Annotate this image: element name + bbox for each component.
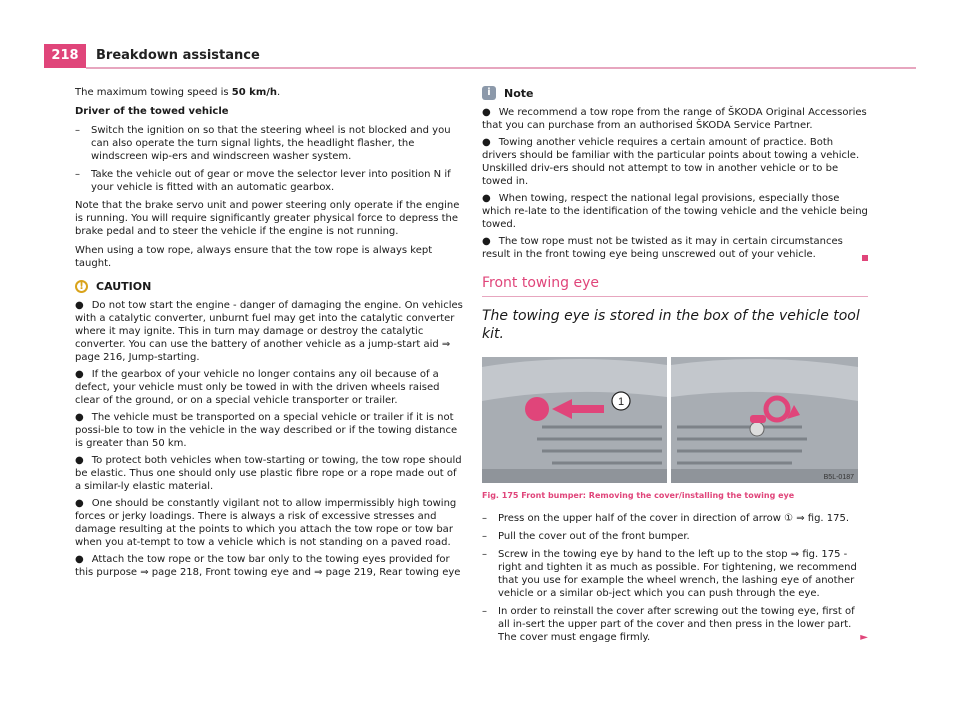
header-rule — [86, 67, 916, 69]
step-item: – Pull the cover out of the front bumper. — [482, 531, 690, 542]
tow-rope-paragraph: When using a tow rope, always ensure that the tow rope is always kept taught. — [75, 245, 433, 269]
figure-marker-1: 1 — [617, 396, 625, 408]
caution-bullet: ● One should be constantly vigilant not to allow impermissibly high towing forces or jerky loadings. There is always a risk of excessive stresses and damage resulting at the points to which you attach the tow rope or tow bar when you at-tempt to tow a vehicle which is not standing on a paved road. — [75, 498, 457, 548]
step-item: – Take the vehicle out of gear or move the selector lever into position N if your vehicle is fitted with an automatic gearbox. — [75, 169, 451, 193]
note-header — [482, 86, 868, 100]
caution-label: CAUTION — [96, 280, 152, 293]
section-end-marker — [862, 255, 868, 261]
caution-bullet: ● Attach the tow rope or the tow bar only to the towing eyes provided for this purpose ⇒ page 218, Front towing eye and ⇒ page 219, Rear towing eye — [75, 554, 461, 578]
info-icon: i — [482, 86, 496, 100]
towed-driver-heading: Driver of the towed vehicle — [75, 106, 229, 117]
figure-code: B5L-0187 — [823, 474, 854, 481]
figure-caption: Fig. 175 Front bumper: Removing the cover/installing the towing eye — [482, 491, 795, 500]
section-intro: The towing eye is stored in the box of the vehicle tool kit. — [482, 308, 860, 342]
caution-bullet: ● If the gearbox of your vehicle no longer contains any oil because of a defect, your vehicle must only be towed in with the driven wheels raised clear of the ground, or on a special vehicle transporter or trailer. — [75, 369, 440, 406]
section-rule — [482, 296, 868, 297]
towing-speed-text: The maximum towing speed is 50 km/h. — [75, 87, 281, 98]
left-column — [75, 86, 463, 583]
caution-icon: ! — [75, 280, 88, 293]
caution-bullet: ● To protect both vehicles when tow-starting or towing, the tow rope should be elastic. Thus one should only use plastic fibre rope or a rope made out of a similar-ly elastic material. — [75, 455, 462, 492]
figure-175 — [482, 357, 858, 483]
brake-servo-paragraph: Note that the brake servo unit and power steering only operate if the engine is running. You will require significantly greater physical force to depress the brake pedal and to steer the vehicle if the engine is not running. — [75, 200, 460, 237]
step-item: – In order to reinstall the cover after screwing out the towing eye, first of all in-sert the upper part of the cover and then press in the lower part. The cover must engage firmly. ► — [482, 606, 868, 643]
note-bullet: ● The tow rope must not be twisted as it may in certain circumstances result in the front towing eye being unscrewed out of your vehicle. — [482, 236, 843, 260]
note-bullet: ● Towing another vehicle requires a certain amount of practice. Both drivers should be familiar with the particular points about towing a vehicle. Unskilled driv-ers should not attempt to tow in another vehicle or to be towed in. — [482, 137, 860, 187]
note-label: Note — [504, 86, 534, 100]
step-item: – Switch the ignition on so that the steering wheel is not blocked and you can also operate the turn signal lights, the headlight flasher, the windscreen wip-ers and windscreen washer system. — [75, 125, 451, 162]
caution-header — [75, 280, 463, 293]
page-number: 218 — [44, 44, 86, 68]
chapter-title: Breakdown assistance — [96, 48, 260, 63]
right-column — [482, 86, 868, 649]
section-heading: Front towing eye — [482, 275, 599, 291]
page-header — [44, 44, 916, 68]
continue-arrow-icon: ► — [860, 632, 868, 643]
caution-bullet: ● Do not tow start the engine - danger of damaging the engine. On vehicles with a catalytic converter, unburnt fuel may get into the catalytic converter where it may ignite. This in turn may damage or destroy the catalytic converter. You can use the battery of another vehicle as a jump-start aid ⇒ page 216, Jump-starting. — [75, 300, 463, 363]
note-bullet: ● When towing, respect the national legal provisions, especially those which re-late to the identification of the towing vehicle and the vehicle being towed. — [482, 193, 868, 230]
step-item: – Screw in the towing eye by hand to the left up to the stop ⇒ fig. 175 - right and tighten it as much as possible. For tightening, we recommend that you use for example the wheel wrench, the lashing eye of another vehicle or a similar ob-ject which you can push through the eye. — [482, 549, 857, 599]
caution-bullet: ● The vehicle must be transported on a special vehicle or trailer if it is not possi-ble to tow in the vehicle in the way described or if the towing distance is greater than 50 km. — [75, 412, 458, 449]
bumper-illustration — [482, 357, 858, 483]
step-item: – Press on the upper half of the cover in direction of arrow ① ⇒ fig. 175. — [482, 513, 850, 524]
note-bullet: ● We recommend a tow rope from the range of ŠKODA Original Accessories that you can purchase from an authorised ŠKODA Service Partner. — [482, 107, 867, 131]
